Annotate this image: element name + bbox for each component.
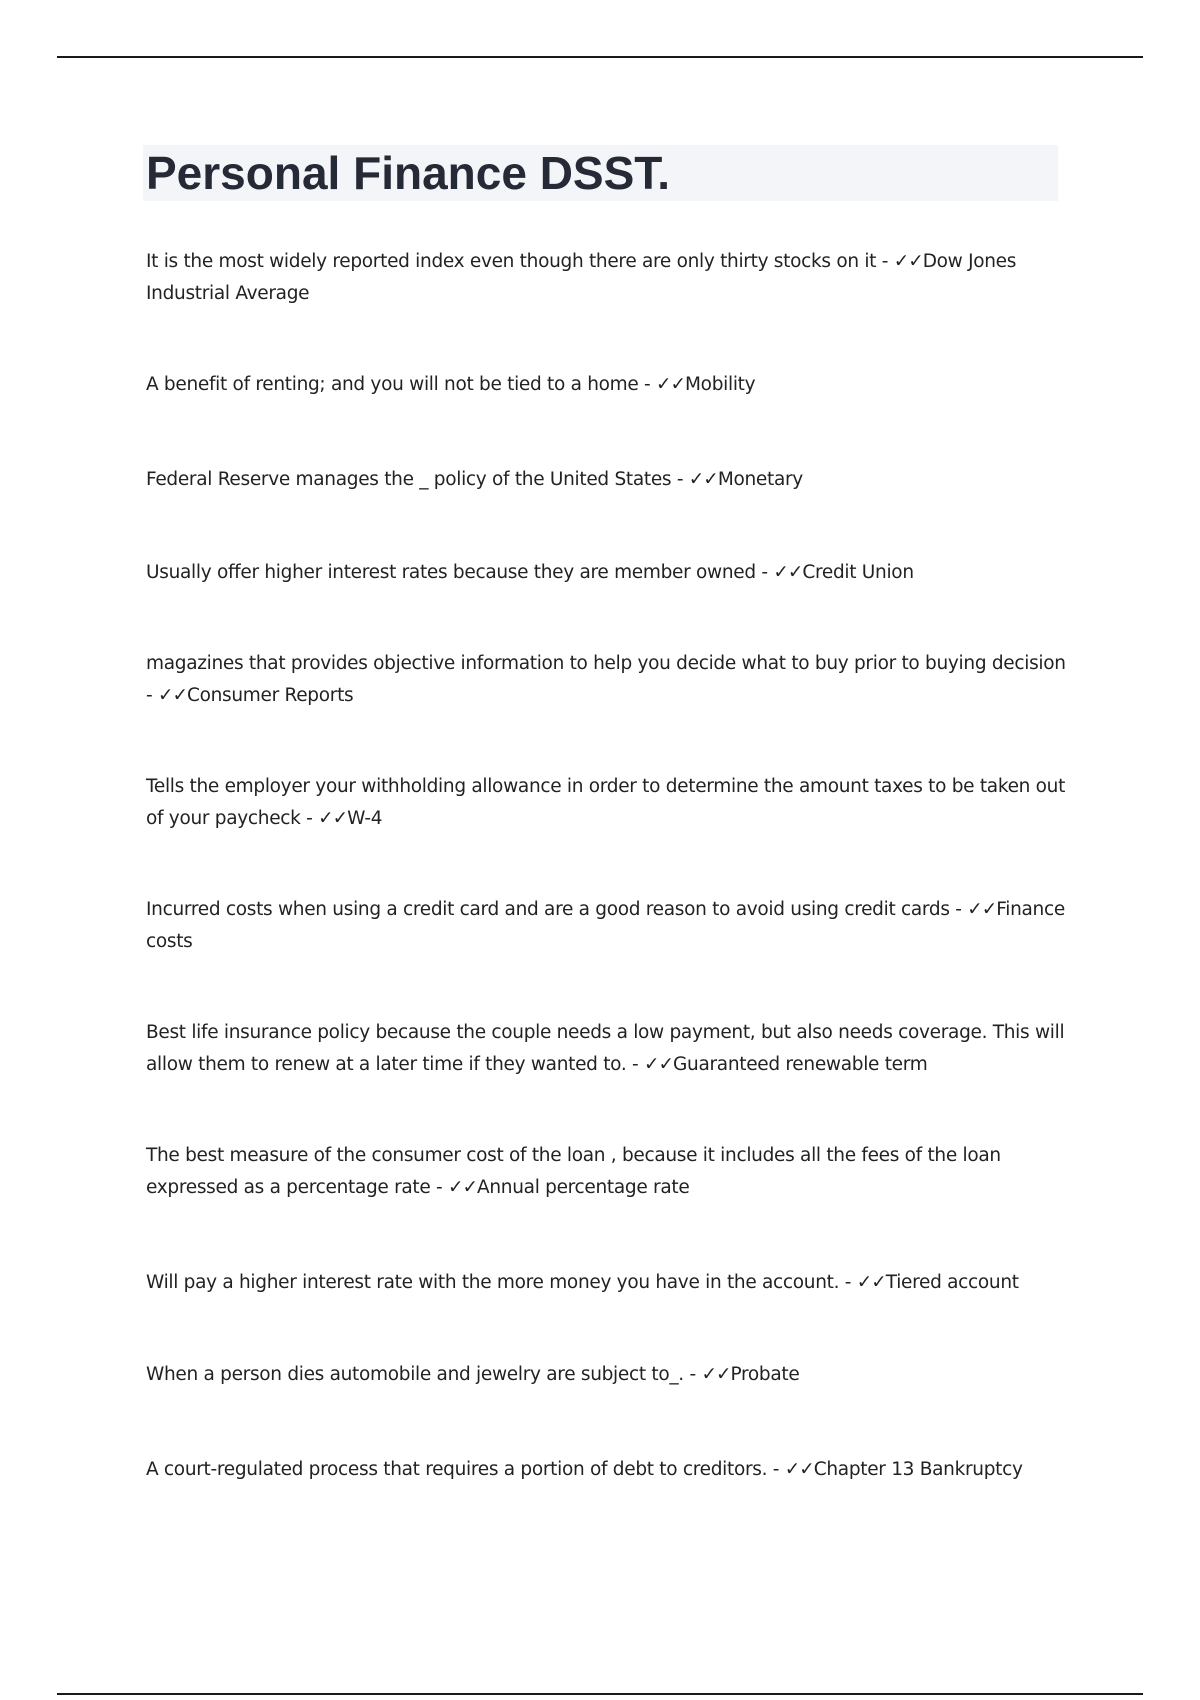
check-mark-icon: ✓✓: [773, 562, 803, 583]
separator: -: [638, 374, 656, 395]
question-text: A benefit of renting; and you will not be tied to a home: [146, 374, 639, 395]
answer-text: Consumer Reports: [186, 685, 354, 706]
qa-item: [146, 246, 1066, 310]
separator: -: [146, 685, 158, 706]
separator: -: [430, 1177, 449, 1198]
check-mark-icon: ✓✓: [856, 1272, 886, 1293]
question-text: When a person dies automobile and jewelry are subject to_.: [146, 1364, 684, 1385]
answer-text: Finance costs: [146, 899, 1065, 952]
separator: -: [671, 469, 689, 490]
qa-item: [146, 1017, 1066, 1081]
question-text: Incurred costs when using a credit card and are a good reason to avoid using credit cards: [146, 899, 950, 920]
answer-text: Guaranteed renewable term: [673, 1054, 928, 1075]
question-text: A court-regulated process that requires a portion of debt to creditors.: [146, 1459, 768, 1480]
check-mark-icon: ✓✓: [701, 1364, 731, 1385]
check-mark-icon: ✓✓: [318, 808, 348, 829]
check-mark-icon: ✓✓: [157, 685, 187, 706]
qa-item: [146, 1267, 1066, 1299]
separator: -: [876, 251, 894, 272]
answer-text: Monetary: [717, 469, 803, 490]
qa-item: [146, 1454, 1066, 1486]
separator: -: [767, 1459, 785, 1480]
question-text: Tells the employer your withholding allowance in order to determine the amount taxes to be taken out of your paycheck: [146, 776, 1066, 829]
check-mark-icon: ✓✓: [893, 251, 923, 272]
qa-item: [146, 1140, 1066, 1204]
separator: -: [839, 1272, 857, 1293]
separator: -: [300, 808, 319, 829]
question-text: The best measure of the consumer cost of the loan , because it includes all the fees of the loan expressed as a percentage rate: [146, 1145, 1001, 1198]
check-mark-icon: ✓✓: [448, 1177, 478, 1198]
question-text: Best life insurance policy because the couple needs a low payment, but also needs coverage. This will allow them to renew at a later time if they wanted to.: [146, 1022, 1065, 1075]
check-mark-icon: ✓✓: [784, 1459, 814, 1480]
separator: -: [755, 562, 774, 583]
check-mark-icon: ✓✓: [643, 1054, 673, 1075]
answer-text: Annual percentage rate: [477, 1177, 690, 1198]
qa-item: [146, 1359, 1066, 1391]
qa-item: [146, 369, 1066, 401]
separator: -: [683, 1364, 702, 1385]
question-text: It is the most widely reported index even though there are only thirty stocks on it: [146, 251, 877, 272]
answer-text: Tiered account: [885, 1272, 1019, 1293]
separator: -: [626, 1054, 644, 1075]
qa-item: [146, 557, 1066, 589]
question-text: Usually offer higher interest rates because they are member owned: [146, 562, 756, 583]
question-text: Federal Reserve manages the _ policy of the United States: [146, 469, 672, 490]
answer-text: W-4: [347, 808, 383, 829]
check-mark-icon: ✓✓: [656, 374, 686, 395]
bottom-rule: [57, 1693, 1143, 1695]
question-text: Will pay a higher interest rate with the more money you have in the account.: [146, 1272, 840, 1293]
top-rule: [57, 56, 1143, 58]
qa-item: [146, 771, 1066, 835]
separator: -: [949, 899, 968, 920]
qa-item: [146, 464, 1066, 496]
question-text: magazines that provides objective information to help you decide what to buy prior to buying decision: [146, 653, 1066, 674]
qa-item: [146, 894, 1066, 958]
answer-text: Probate: [730, 1364, 800, 1385]
answer-text: Dow Jones Industrial Average: [146, 251, 1017, 304]
answer-text: Chapter 13 Bankruptcy: [813, 1459, 1023, 1480]
answer-text: Credit Union: [802, 562, 914, 583]
check-mark-icon: ✓✓: [967, 899, 997, 920]
check-mark-icon: ✓✓: [688, 469, 718, 490]
page-title: Personal Finance DSST.: [146, 147, 671, 199]
answer-text: Mobility: [685, 374, 756, 395]
qa-item: [146, 648, 1066, 712]
